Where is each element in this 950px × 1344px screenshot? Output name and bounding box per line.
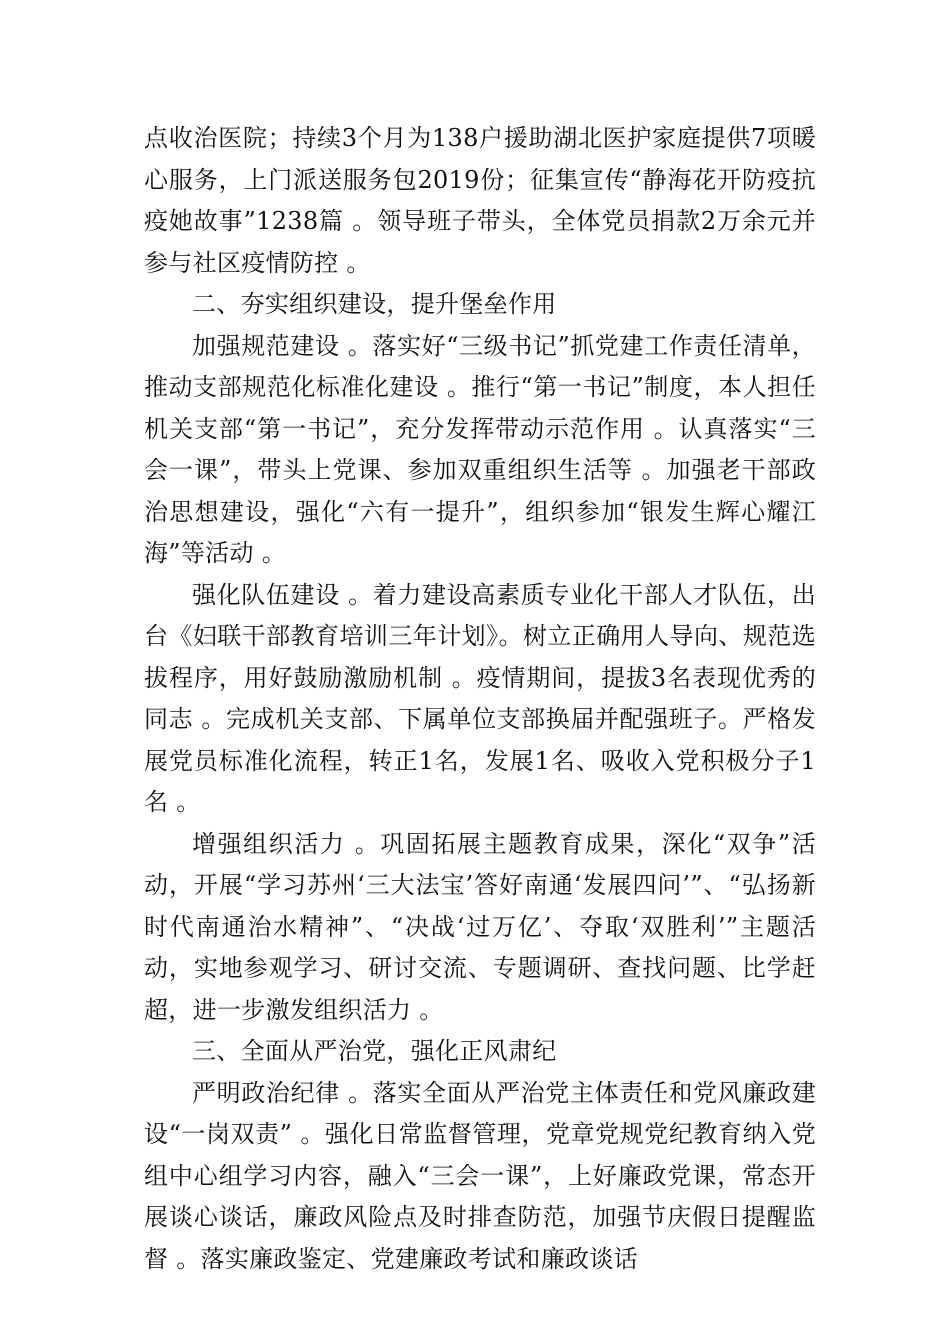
paragraph-team-building: 强化队伍建设 。着力建设高素质专业化干部人才队伍，出台《妇联干部教育培训三年计划》。树立正确用人导向、规范选拔程序，用好鼓励激励机制 。疫情期间，提拔3名表现优秀的同志 。完成机关支部、下属单位支部换届并配强班子。严格发展党员标准化流程，转正1名，发展1名、吸收入党积极分子1名 。: [144, 580, 816, 816]
paragraph-organization-vitality: 增强组织活力 。巩固拓展主题教育成果，深化“双争”活动，开展“学习苏州‘三大法宝’答好南通‘发展四问’”、“弘扬新时代南通治水精神”、“决战‘过万亿’、夺取‘双胜利’”主题活动，实地参观学习、研讨交流、专题调研、查找问题、比学赶超，进一步激发组织活力 。: [144, 829, 816, 1024]
paragraph-political-discipline: 严明政治纪律 。落实全面从严治党主体责任和党风廉政建设“一岗双责” 。强化日常监督管理，党章党规党纪教育纳入党组中心组学习内容，融入“三会一课”，上好廉政党课，常态开展谈心谈话，廉政风险点及时排查防范，加强节庆假日提醒监督 。落实廉政鉴定、党建廉政考试和廉政谈话: [144, 1078, 816, 1273]
paragraph-covid-service: 点收治医院；持续3个月为138户援助湖北医护家庭提供7项暖心服务，上门派送服务包2019份；征集宣传“静海花开防疫抗疫她故事”1238篇 。领导班子带头，全体党员捐款2万余元并参与社区疫情防控 。: [144, 124, 816, 277]
heading-organization-building: 二、夯实组织建设，提升堡垒作用: [192, 290, 557, 318]
paragraph-standardization: 加强规范建设 。落实好“三级书记”抓党建工作责任清单，推动支部规范化标准化建设 。推行“第一书记”制度，本人担任机关支部“第一书记”，充分发挥带动示范作用 。认真落实“三会一课”，带头上党课、参加双重组织生活等 。加强老干部政治思想建设，强化“六有一提升”，组织参加“银发生辉心耀江海”等活动 。: [144, 331, 816, 567]
document-body: [144, 118, 816, 1280]
heading-strict-governance: 三、全面从严治党，强化正风肃纪: [192, 1037, 557, 1065]
